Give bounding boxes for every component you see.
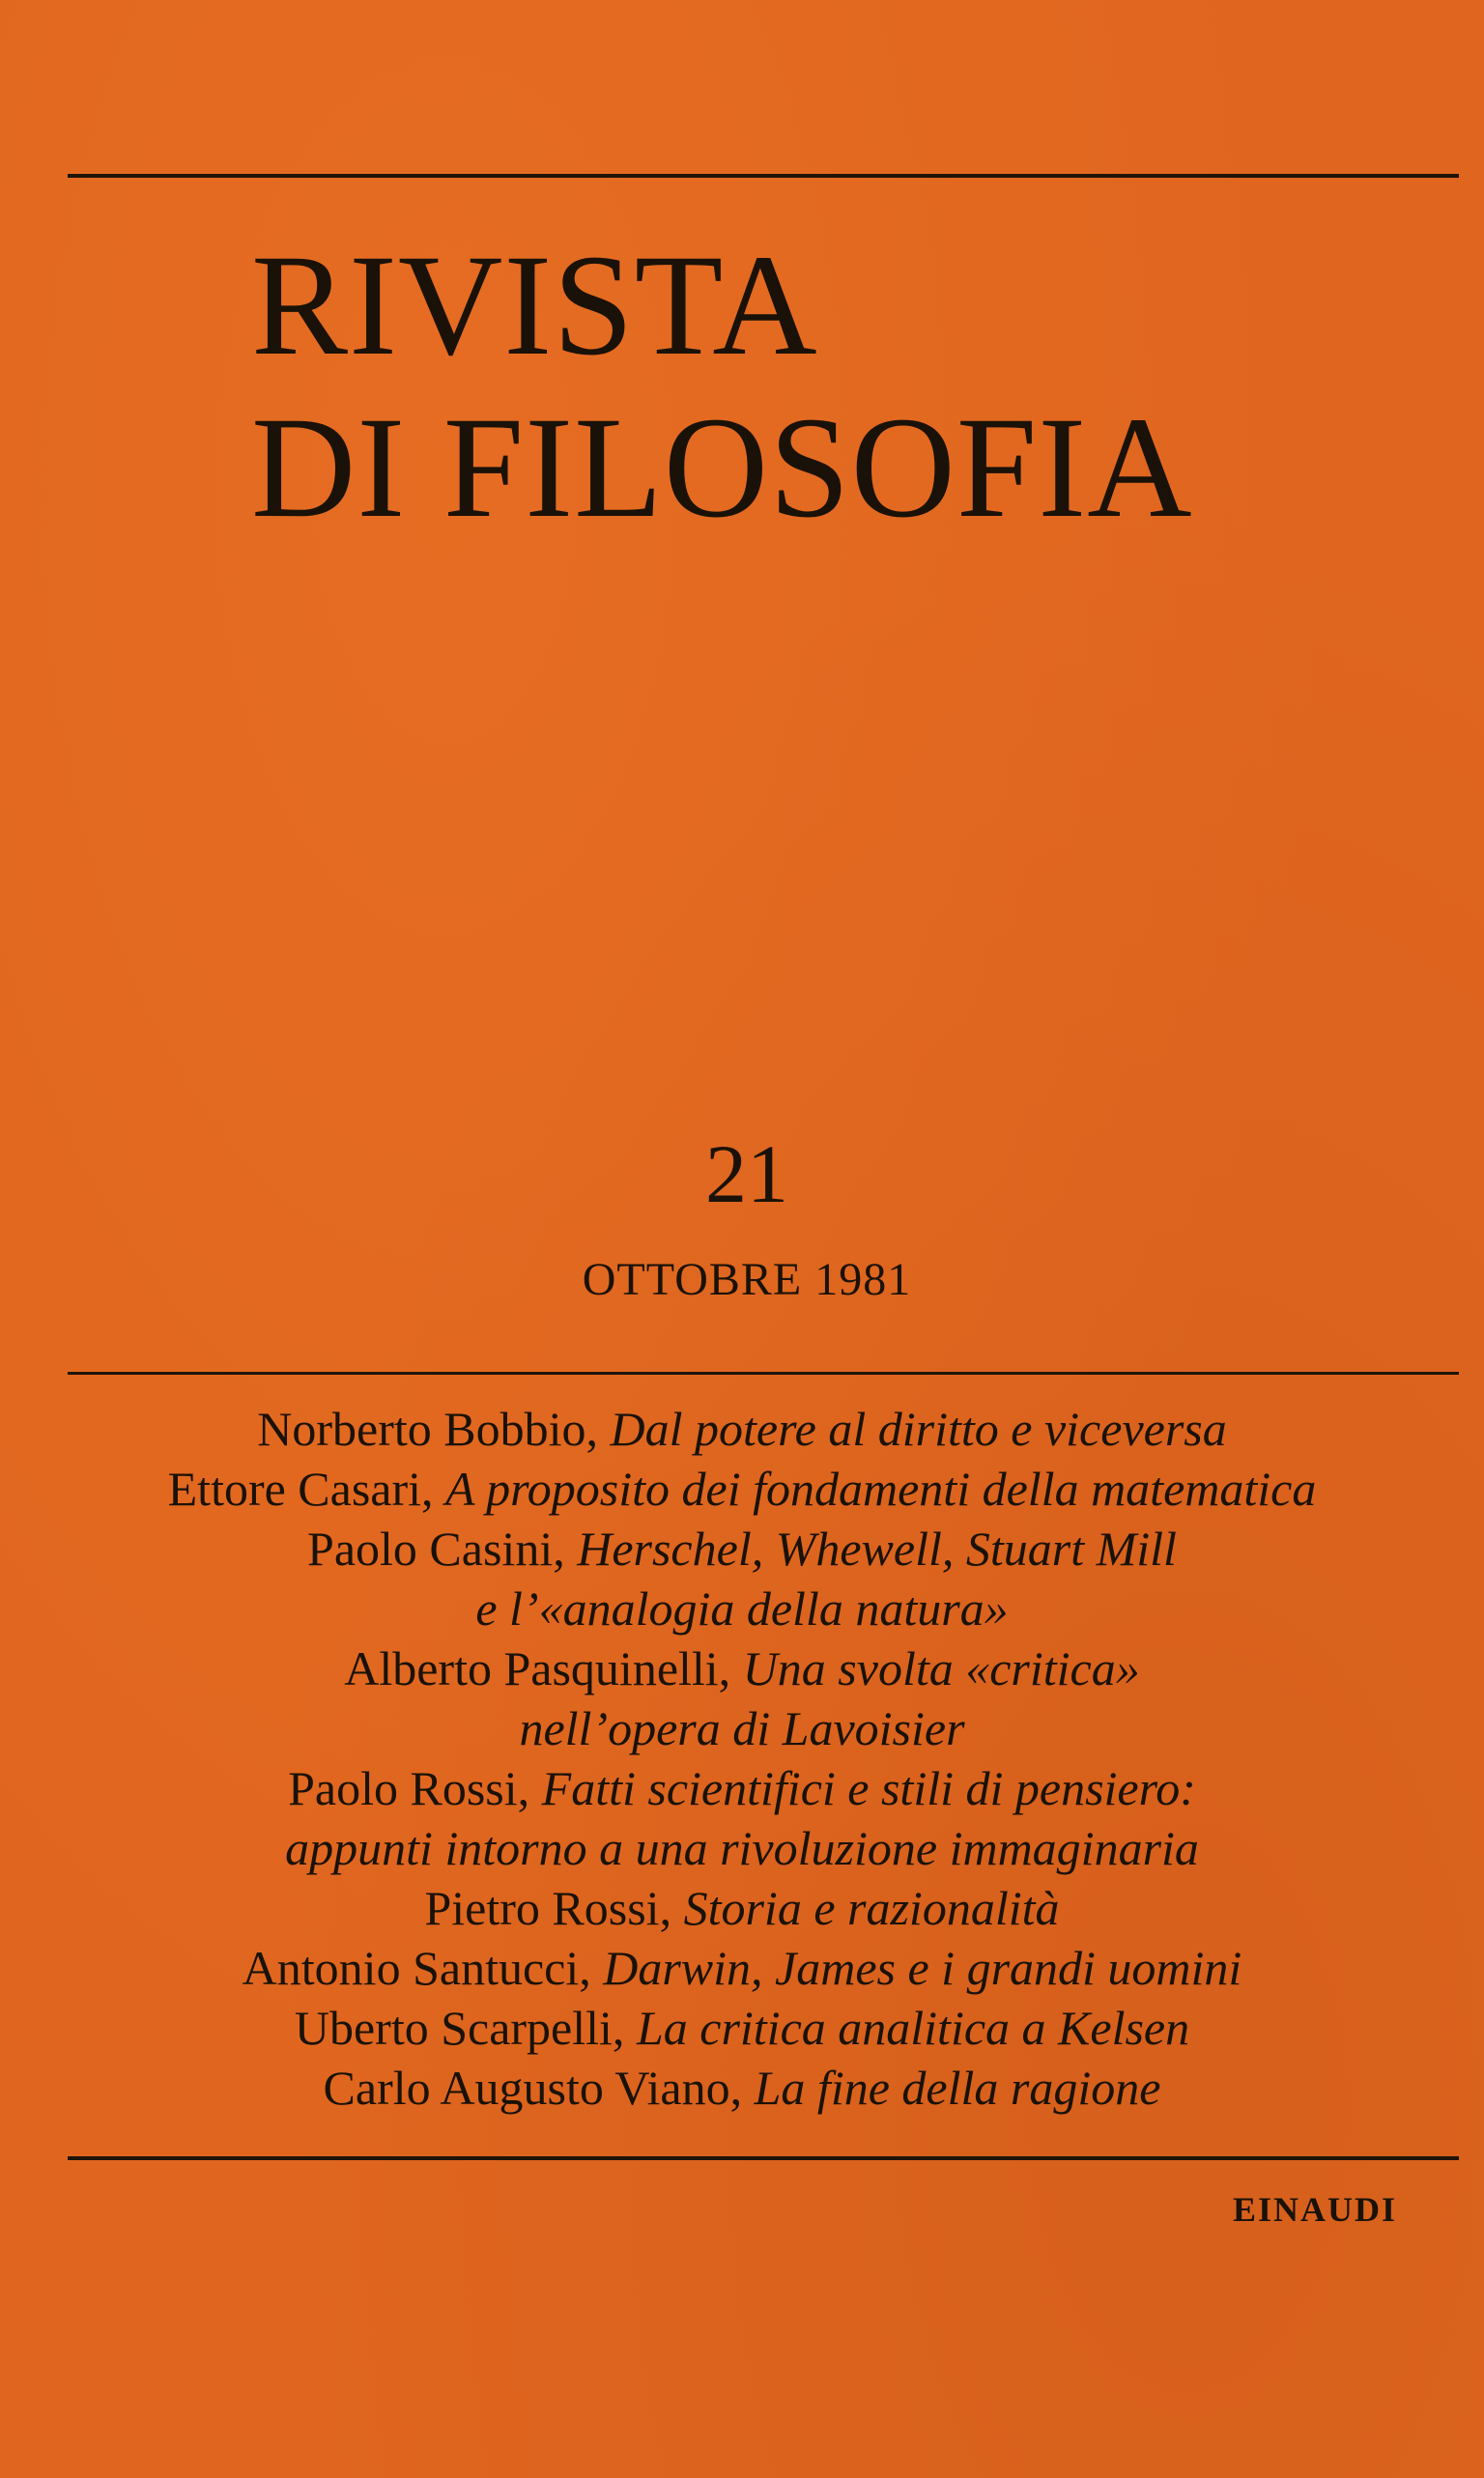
contents-entry-pietro-rossi <box>0 1878 1484 1938</box>
publisher-imprint: EINAUDI <box>1232 2190 1397 2229</box>
entry-author: Antonio Santucci, <box>242 1941 591 1995</box>
contents-entry-pasquinelli <box>0 1638 1484 1758</box>
entry-title: A proposito dei fondamenti della matematica <box>445 1462 1317 1516</box>
entry-title: La critica analitica a Kelsen <box>636 2001 1190 2055</box>
issue-number: 21 <box>705 1127 788 1220</box>
contents-entry-scarpelli <box>0 1998 1484 2058</box>
entry-author: Ettore Casari, <box>167 1462 434 1516</box>
entry-author: Paolo Casini, <box>307 1522 565 1576</box>
entry-title: Una svolta «critica» <box>742 1641 1140 1695</box>
entry-title-continued: e l’«analogia della natura» <box>475 1581 1009 1636</box>
contents-entry-casini <box>0 1519 1484 1638</box>
contents-bottom-rule <box>68 2156 1459 2160</box>
title-line-2: DI FILOSOFIA <box>251 387 1193 548</box>
top-rule <box>68 174 1459 178</box>
entry-author: Carlo Augusto Viano, <box>323 2061 743 2115</box>
entry-author: Norberto Bobbio, <box>257 1402 598 1456</box>
entry-author: Alberto Pasquinelli, <box>344 1641 731 1695</box>
issue-date: OTTOBRE 1981 <box>582 1254 912 1305</box>
entry-title: Herschel, Whewell, Stuart Mill <box>577 1522 1177 1576</box>
table-of-contents <box>0 1399 1484 2118</box>
contents-entry-casari <box>0 1459 1484 1519</box>
contents-entry-bobbio <box>0 1399 1484 1459</box>
contents-top-rule <box>68 1372 1459 1375</box>
entry-author: Uberto Scarpelli, <box>294 2001 625 2055</box>
contents-entry-paolo-rossi <box>0 1758 1484 1878</box>
entry-author: Pietro Rossi, <box>424 1881 672 1935</box>
entry-title: Fatti scientifici e stili di pensiero: <box>541 1761 1196 1815</box>
entry-title-continued: appunti intorno a una rivoluzione immaginaria <box>285 1821 1199 1875</box>
entry-title: Darwin, James e i grandi uomini <box>603 1941 1242 1995</box>
entry-title: Storia e razionalità <box>683 1881 1060 1935</box>
title-line-1: RIVISTA <box>251 225 818 385</box>
contents-entry-santucci <box>0 1938 1484 1998</box>
journal-title <box>251 224 1193 549</box>
contents-entry-viano <box>0 2058 1484 2118</box>
entry-title-continued: nell’opera di Lavoisier <box>519 1701 965 1755</box>
entry-title: La fine della ragione <box>754 2061 1161 2115</box>
entry-author: Paolo Rossi, <box>288 1761 530 1815</box>
entry-title: Dal potere al diritto e viceversa <box>610 1402 1227 1456</box>
